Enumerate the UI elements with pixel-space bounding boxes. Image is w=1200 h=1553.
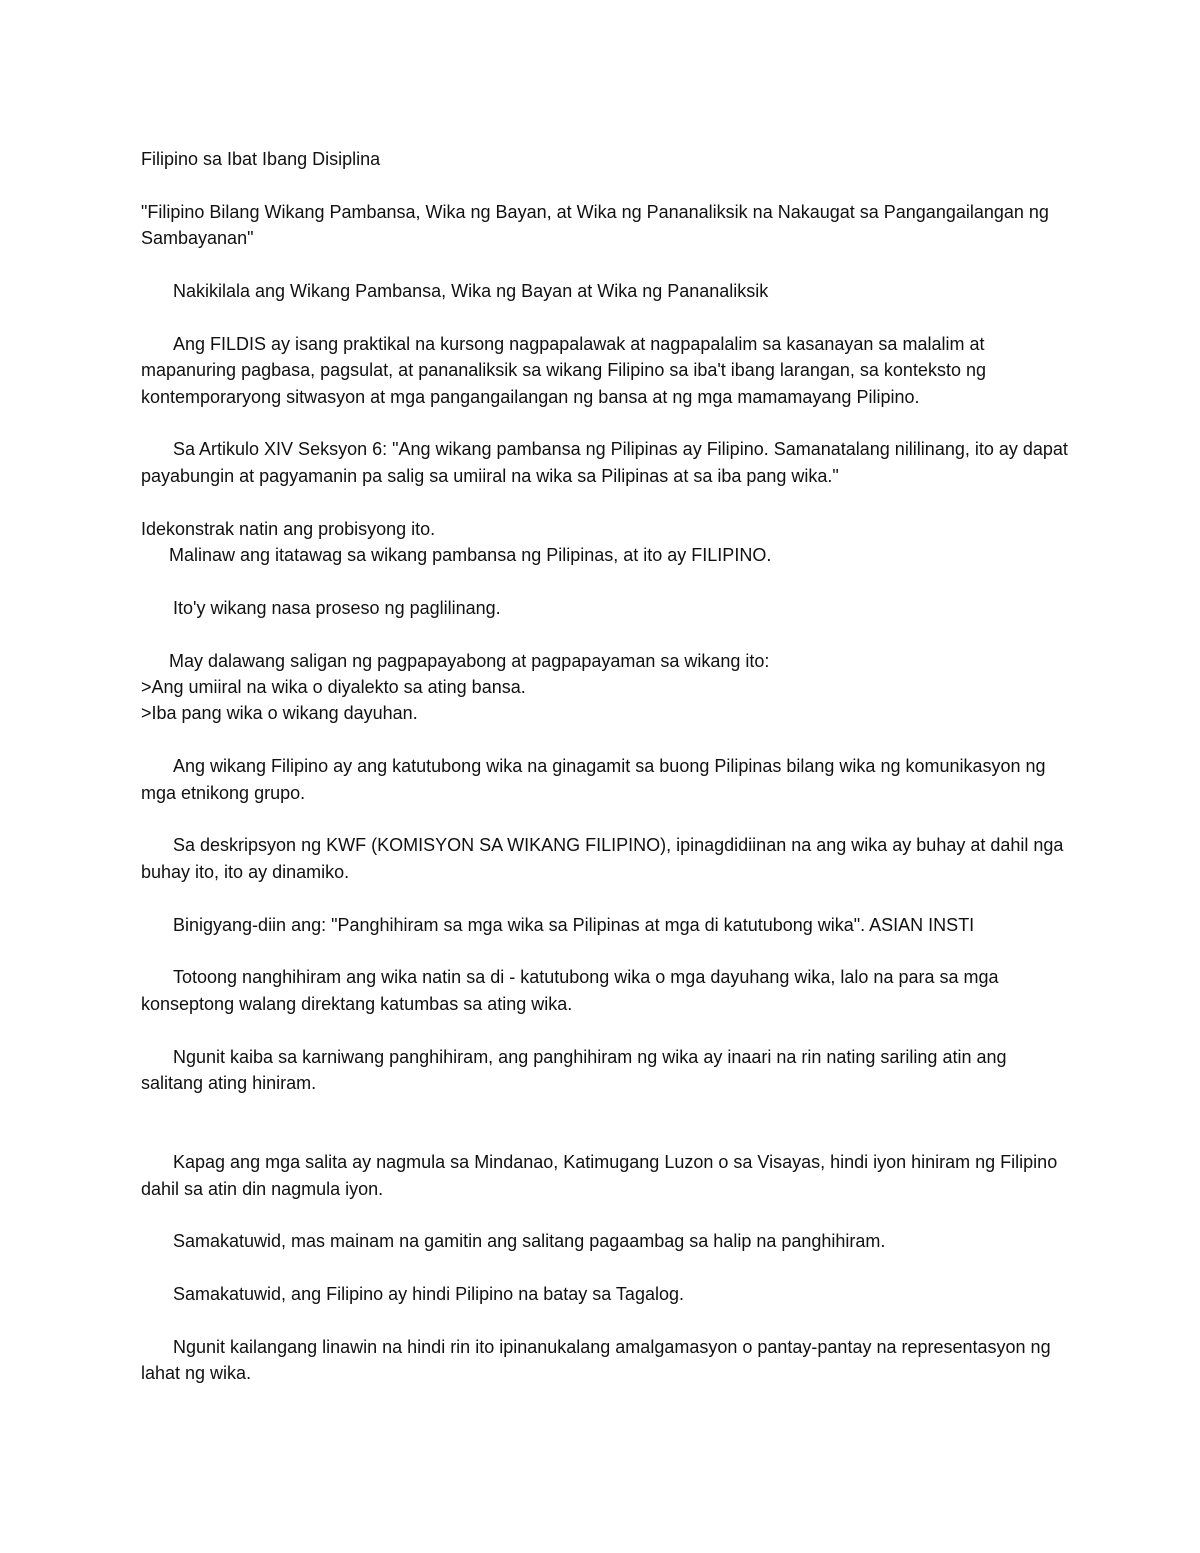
paragraph: Nakikilala ang Wikang Pambansa, Wika ng Bayan at Wika ng Pananaliksik: [173, 281, 769, 301]
spacer: [141, 410, 1071, 436]
paragraph: May dalawang saligan ng pagpapayabong at pagpapayaman sa wikang ito:: [169, 650, 770, 671]
paragraph: Idekonstrak natin ang probisyong ito.: [141, 518, 436, 539]
spacer: [141, 1202, 1071, 1228]
paragraph: Ang FILDIS ay isang praktikal na kursong nagpapalawak at nagpapalalim sa kasanayan sa malalim at mapanuring pagbasa, pagsulat, at pananaliksik sa wikang Filipino sa iba't ibang larangan, sa konteksto ng kontemporaryong sitwasyon at mga pangangailangan ng bansa at ng mga mamamayang Pilipino.: [141, 333, 991, 407]
document-subtitle: "Filipino Bilang Wikang Pambansa, Wika ng Bayan, at Wika ng Pananaliksik na Nakaugat sa Pangangailangan ng Sambayanan": [141, 201, 1054, 249]
paragraph: Ito'y wikang nasa proseso ng paglilinang.: [173, 597, 501, 618]
spacer: [141, 1255, 1071, 1281]
document-page: [141, 146, 1071, 1387]
spacer: [141, 621, 1071, 647]
spacer: [141, 172, 1071, 198]
document-title: Filipino sa Ibat Ibang Disiplina: [141, 149, 381, 169]
list-item: >Ang umiiral na wika o diyalekto sa ating bansa.: [141, 677, 526, 698]
spacer: [141, 938, 1071, 964]
paragraph: Sa deskripsyon ng KWF (KOMISYON SA WIKANG FILIPINO), ipinagdidiinan na ang wika ay buhay at dahil nga buhay ito, ito ay dinamiko.: [141, 835, 1069, 882]
spacer: [141, 727, 1071, 753]
paragraph: Ngunit kailangang linawin na hindi rin ito ipinanukalang amalgamasyon o pantay-pantay na representasyon ng lahat ng wika.: [141, 1337, 1056, 1384]
paragraph: Binigyang-diin ang: "Panghihiram sa mga wika sa Pilipinas at mga di katutubong wika". ASIAN INSTI: [173, 914, 975, 935]
paragraph: Ngunit kaiba sa karniwang panghihiram, ang panghihiram ng wika ay inaari na rin nating sariling atin ang salitang ating hiniram.: [141, 1046, 1012, 1094]
list-item: >Iba pang wika o wikang dayuhan.: [141, 703, 418, 724]
paragraph: Ang wikang Filipino ay ang katutubong wika na ginagamit sa buong Pilipinas bilang wika ng komunikasyon ng mga etnikong grupo.: [141, 756, 1051, 803]
spacer: [141, 489, 1071, 515]
spacer: [141, 568, 1071, 594]
spacer: [141, 252, 1071, 278]
spacer: [141, 1096, 1071, 1149]
paragraph: Sa Artikulo XIV Seksyon 6: "Ang wikang pambansa ng Pilipinas ay Filipino. Samanatalang nililinang, ito ay dapat payabungin at pagyamanin pa salig sa umiiral na wika sa Pilipinas at sa iba pang wika.": [141, 439, 1073, 486]
paragraph: Malinaw ang itatawag sa wikang pambansa ng Pilipinas, at ito ay FILIPINO.: [169, 545, 772, 566]
paragraph: Samakatuwid, ang Filipino ay hindi Pilipino na batay sa Tagalog.: [173, 1284, 684, 1305]
paragraph: Totoong nanghihiram ang wika natin sa di - katutubong wika o mga dayuhang wika, lalo na para sa mga konseptong walang direktang katumbas sa ating wika.: [141, 967, 1004, 1014]
spacer: [141, 885, 1071, 911]
spacer: [141, 1017, 1071, 1043]
paragraph: Kapag ang mga salita ay nagmula sa Mindanao, Katimugang Luzon o sa Visayas, hindi iyon hiniram ng Filipino dahil sa atin din nagmula iyon.: [141, 1152, 1063, 1199]
paragraph: Samakatuwid, mas mainam na gamitin ang salitang pagaambag sa halip na panghihiram.: [173, 1231, 886, 1252]
spacer: [141, 1308, 1071, 1334]
spacer: [141, 806, 1071, 832]
spacer: [141, 304, 1071, 330]
